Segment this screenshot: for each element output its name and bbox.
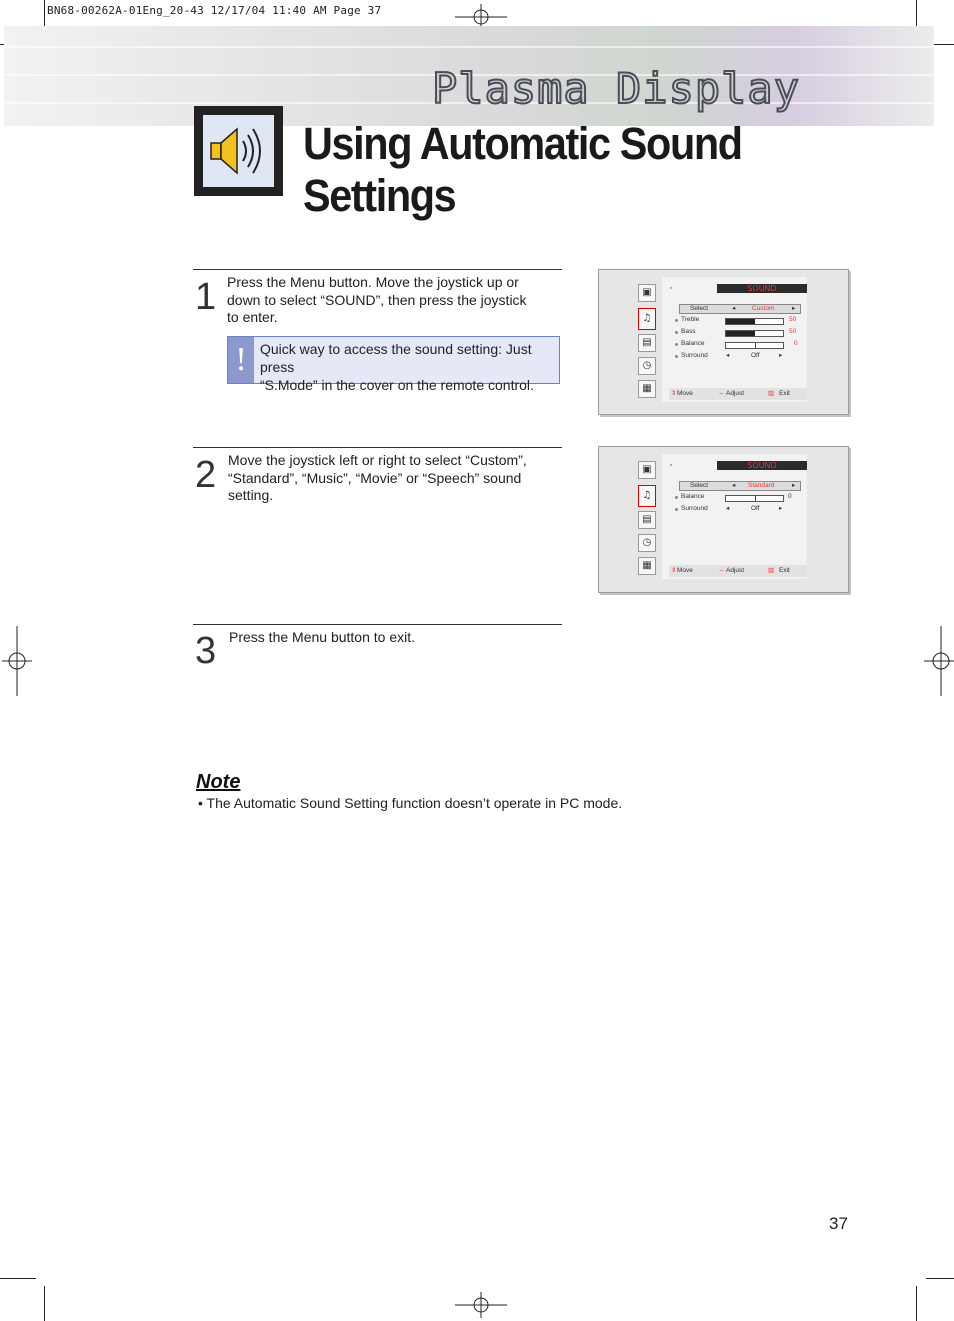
crop-mark [916,1286,917,1321]
balance-bar [725,495,784,502]
print-header: BN68-00262A-01Eng_20-43 12/17/04 11:40 AM Page 37 [47,4,382,17]
balance-bar [725,342,784,349]
page-title: Using Automatic Sound Settings [303,118,742,221]
step-divider [193,624,562,625]
page-number: 37 [829,1214,848,1233]
osd-select-row: Select ◂ Custom ▸ [679,304,801,314]
registration-mark-bottom [455,1292,507,1318]
bass-bar [725,330,784,337]
speaker-icon [194,106,283,196]
osd-footer: ⇕ Move ⇔ Adjust ▥ Exit [669,565,807,577]
channel-menu-icon: ▤ [638,511,656,529]
crop-mark [0,1278,36,1279]
osd-screen-standard: ▣ ♫ ▤ ◷ ▦ ▫ SOUND Select ◂ Standard ▸ Balance 0 Surround ◂ Off ▸ ⇕ Move ⇔ Adjust ▥ Exit [598,446,849,593]
step-number: 2 [195,454,217,496]
note-bullet: • The Automatic Sound Setting function doesn’t operate in PC mode. [198,795,623,811]
picture-menu-icon: ▣ [638,284,656,302]
step-1-text: Press the Menu button. Move the joystick up or down to select “SOUND”, then press the joystick to enter. [227,274,527,325]
note-title: Note [196,771,241,793]
sound-menu-icon: ♫ [638,485,656,507]
clock-menu-icon: ◷ [638,534,656,552]
osd-header: SOUND [717,284,807,293]
crop-mark [926,1278,954,1279]
exclamation-icon: ! [228,337,254,383]
step-3-text: Press the Menu button to exit. [229,629,415,645]
registration-mark-left [2,626,32,696]
step-divider [193,269,562,270]
setup-menu-icon: ▦ [638,557,656,575]
step-number: 1 [195,276,217,318]
osd-footer: ⇕ Move ⇔ Adjust ▥ Exit [669,388,807,400]
setup-menu-icon: ▦ [638,380,656,398]
osd-select-row: Select ◂ Standard ▸ [679,481,801,491]
step-2-text: Move the joystick left or right to select “Custom”, “Standard”, “Music”, “Movie” or “Speech” sound setting. [228,452,527,503]
channel-menu-icon: ▤ [638,334,656,352]
step-number: 3 [195,630,217,672]
registration-mark-right [924,626,954,696]
tip-text: Quick way to access the sound setting: Just press “S.Mode” in the cover on the remote control. [260,341,534,393]
banner-title: Plasma Display [432,64,801,113]
osd-header: SOUND [717,461,807,470]
tip-box [227,336,560,393]
step-divider [193,447,562,448]
osd-screen-custom: ▣ ♫ ▤ ◷ ▦ ▫ SOUND Select ◂ Custom ▸ Treble 50 Bass 50 Balance 0 Surround ◂ Off ▸ ⇕ Move ⇔ Adjust ▥ Exit [598,269,849,415]
sound-menu-icon: ♫ [638,308,656,330]
picture-menu-icon: ▣ [638,461,656,479]
clock-menu-icon: ◷ [638,357,656,375]
treble-bar [725,318,784,325]
crop-mark [44,1286,45,1321]
